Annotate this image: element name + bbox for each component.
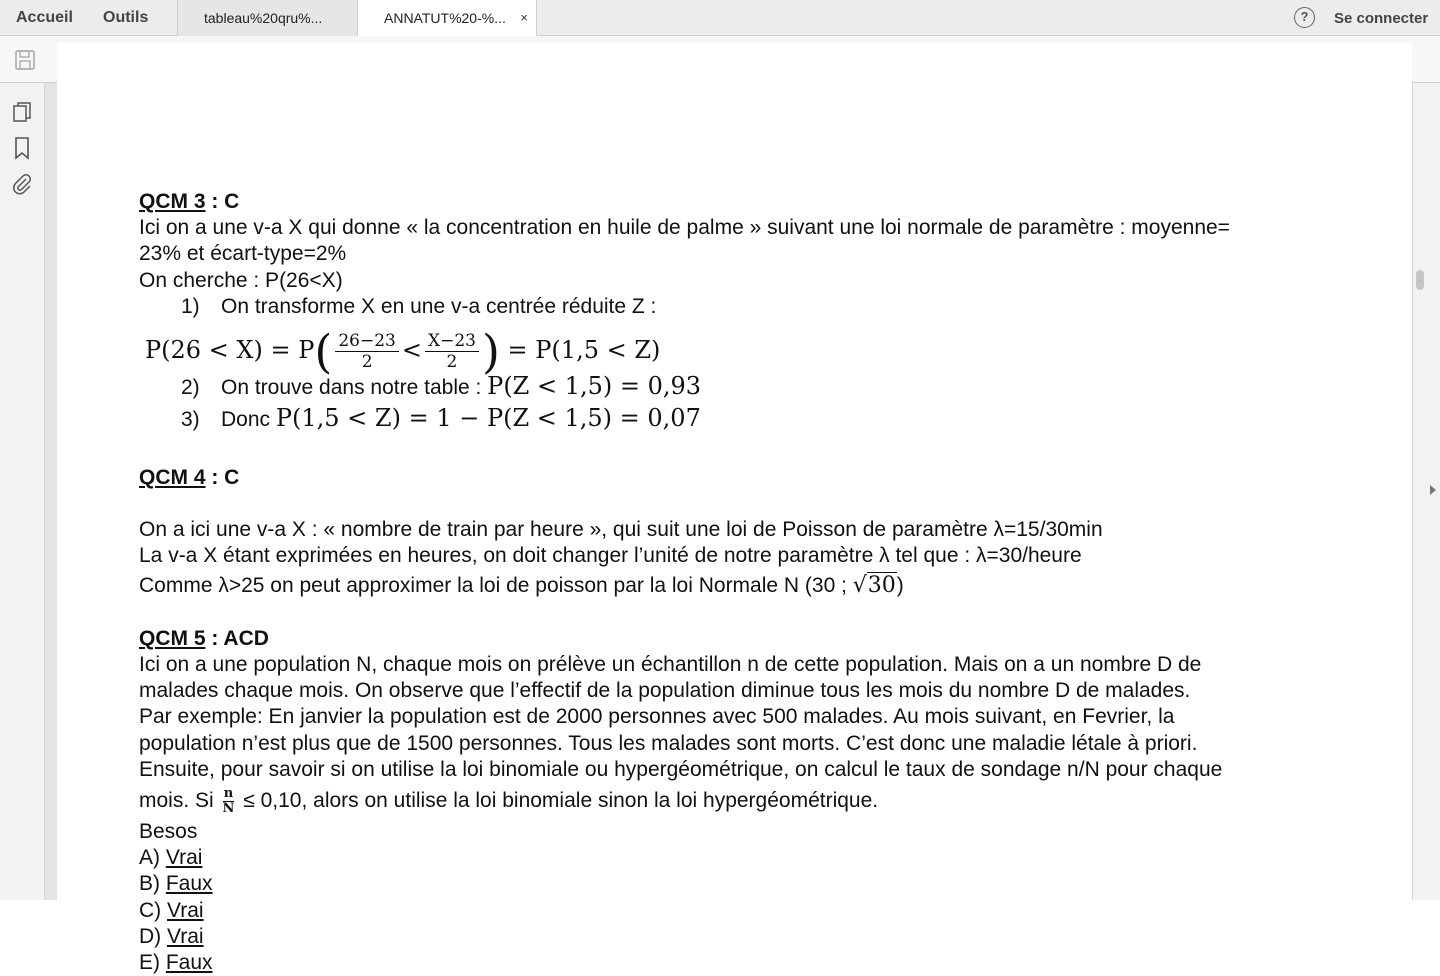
text-line: Ici on a une v-a X qui donne « la concentration en huile de palme » suivant une loi normale de paramètre : moyenne= [139,216,1230,239]
qcm3-title [139,189,239,215]
step-number: 2) [181,376,200,399]
pdf-page [57,43,1412,974]
answer-item [139,950,213,976]
frac-numerator: n [223,785,234,801]
qcm-answer: : ACD [205,627,269,650]
home-menu[interactable]: Accueil [16,9,73,26]
answer-item [139,845,202,871]
left-navigation-rail [0,83,45,900]
step-number: 3) [181,408,200,431]
text-line: Ensuite, pour savoir si on utilise la loi binomiale ou hypergéométrique, on calcul le taux de sondage n/N pour chaque [139,758,1223,781]
eq-right: = P(1,5 < Z) [507,336,661,364]
pages-icon[interactable] [11,100,33,124]
text-fragment: ) [896,574,904,597]
qcm-answer: : C [205,466,240,489]
answer-item [139,871,213,897]
answer-value: Faux [165,951,213,974]
frac-numerator: 26−23 [335,331,399,352]
text-line: On a ici une v-a X : « nombre de train par heure », qui suit une loi de Poisson de paramètre λ=15/30min [139,518,1103,541]
qcm-label: QCM 5 [139,627,206,650]
text-line: Besos [139,820,198,843]
answer-value: Vrai [167,925,204,948]
step-2 [181,373,701,401]
sqrt-sign: √ [852,573,867,598]
answer-value: Faux [165,872,213,895]
text-fragment: mois. Si [139,789,220,812]
document-viewport [45,83,1412,974]
answer-item [139,898,204,924]
bookmark-icon[interactable] [11,136,33,160]
tab-document-2[interactable] [357,0,537,37]
step-math: P(Z < 1,5) = 0,93 [487,372,702,400]
step-text: On transforme X en une v-a centrée réduite Z : [221,295,657,318]
equation-standardize [145,323,660,377]
eq-mid: < [401,336,422,364]
answer-letter: A) [139,846,166,869]
step-text: On trouve dans notre table : [221,376,488,399]
sqrt-radicand: 30 [867,573,896,598]
answer-value: Vrai [167,899,204,922]
text-line: La v-a X étant exprimées en heures, on doit changer l’unité de notre paramètre λ tel que : λ=30/heure [139,544,1082,567]
help-icon[interactable]: ? [1294,7,1315,28]
text-line: population n’est plus que de 1500 personnes. Tous les malades sont morts. C’est donc une maladie létale à priori. [139,732,1198,755]
close-tab-icon[interactable]: × [520,10,528,25]
answer-letter: C) [139,899,167,922]
step-text: Donc [221,408,276,431]
text-fragment: ≤ 0,10, alors on utilise la loi binomiale sinon la loi hypergéométrique. [237,789,879,812]
step-1 [181,294,656,320]
top-tab-bar [0,0,1440,36]
answer-letter: D) [139,925,167,948]
qcm5-title [139,626,269,652]
square-root [853,572,897,598]
text-line [139,573,904,599]
text-line: Par exemple: En janvier la population est de 2000 personnes avec 500 malades. Au mois suivant, en Fevrier, la [139,705,1175,728]
text-line: malades chaque mois. On observe que l’effectif de la population diminue tous les mois du nombre D de malades. [139,679,1191,702]
frac-numerator: X−23 [425,331,479,352]
qcm-label: QCM 4 [139,466,206,489]
paren-open: ( [314,324,333,379]
answer-letter: B) [139,872,166,895]
sign-in-link[interactable]: Se connecter [1334,10,1429,27]
tab-label: ANNATUT%20-%... [384,10,506,26]
eq-left: P(26 < X) = P [145,336,315,364]
save-icon[interactable] [12,47,38,73]
fraction [425,331,479,372]
collapse-right-panel-icon[interactable] [1430,485,1436,495]
text-line [139,783,878,819]
qcm4-title [139,465,239,491]
answer-letter: E) [139,951,166,974]
answer-item [139,924,204,950]
scrollbar-thumb[interactable] [1416,270,1424,290]
tools-menu[interactable]: Outils [103,9,149,26]
text-line: 23% et écart-type=2% [139,242,347,265]
paren-close: ) [481,324,500,379]
text-fragment: Comme λ>25 on peut approximer la loi de poisson par la loi Normale N (30 ; [139,574,853,597]
text-line: On cherche : P(26<X) [139,269,343,292]
text-line: Ici on a une population N, chaque mois on prélève un échantillon n de cette population. Mais on a un nombre D de [139,653,1202,676]
attachment-icon[interactable] [11,172,33,196]
answer-value: Vrai [165,846,203,869]
frac-denominator: N [222,800,235,816]
fraction [335,331,399,372]
frac-denominator: 2 [361,352,373,372]
step-3 [181,405,701,433]
qcm-label: QCM 3 [139,190,206,213]
tab-document-1[interactable] [177,0,357,36]
frac-denominator: 2 [446,352,458,372]
fraction [223,787,235,816]
tab-label: tableau%20qru%... [204,10,323,26]
step-number: 1) [181,295,200,318]
qcm-answer: : C [205,190,240,213]
step-math: P(1,5 < Z) = 1 − P(Z < 1,5) = 0,07 [275,404,701,432]
